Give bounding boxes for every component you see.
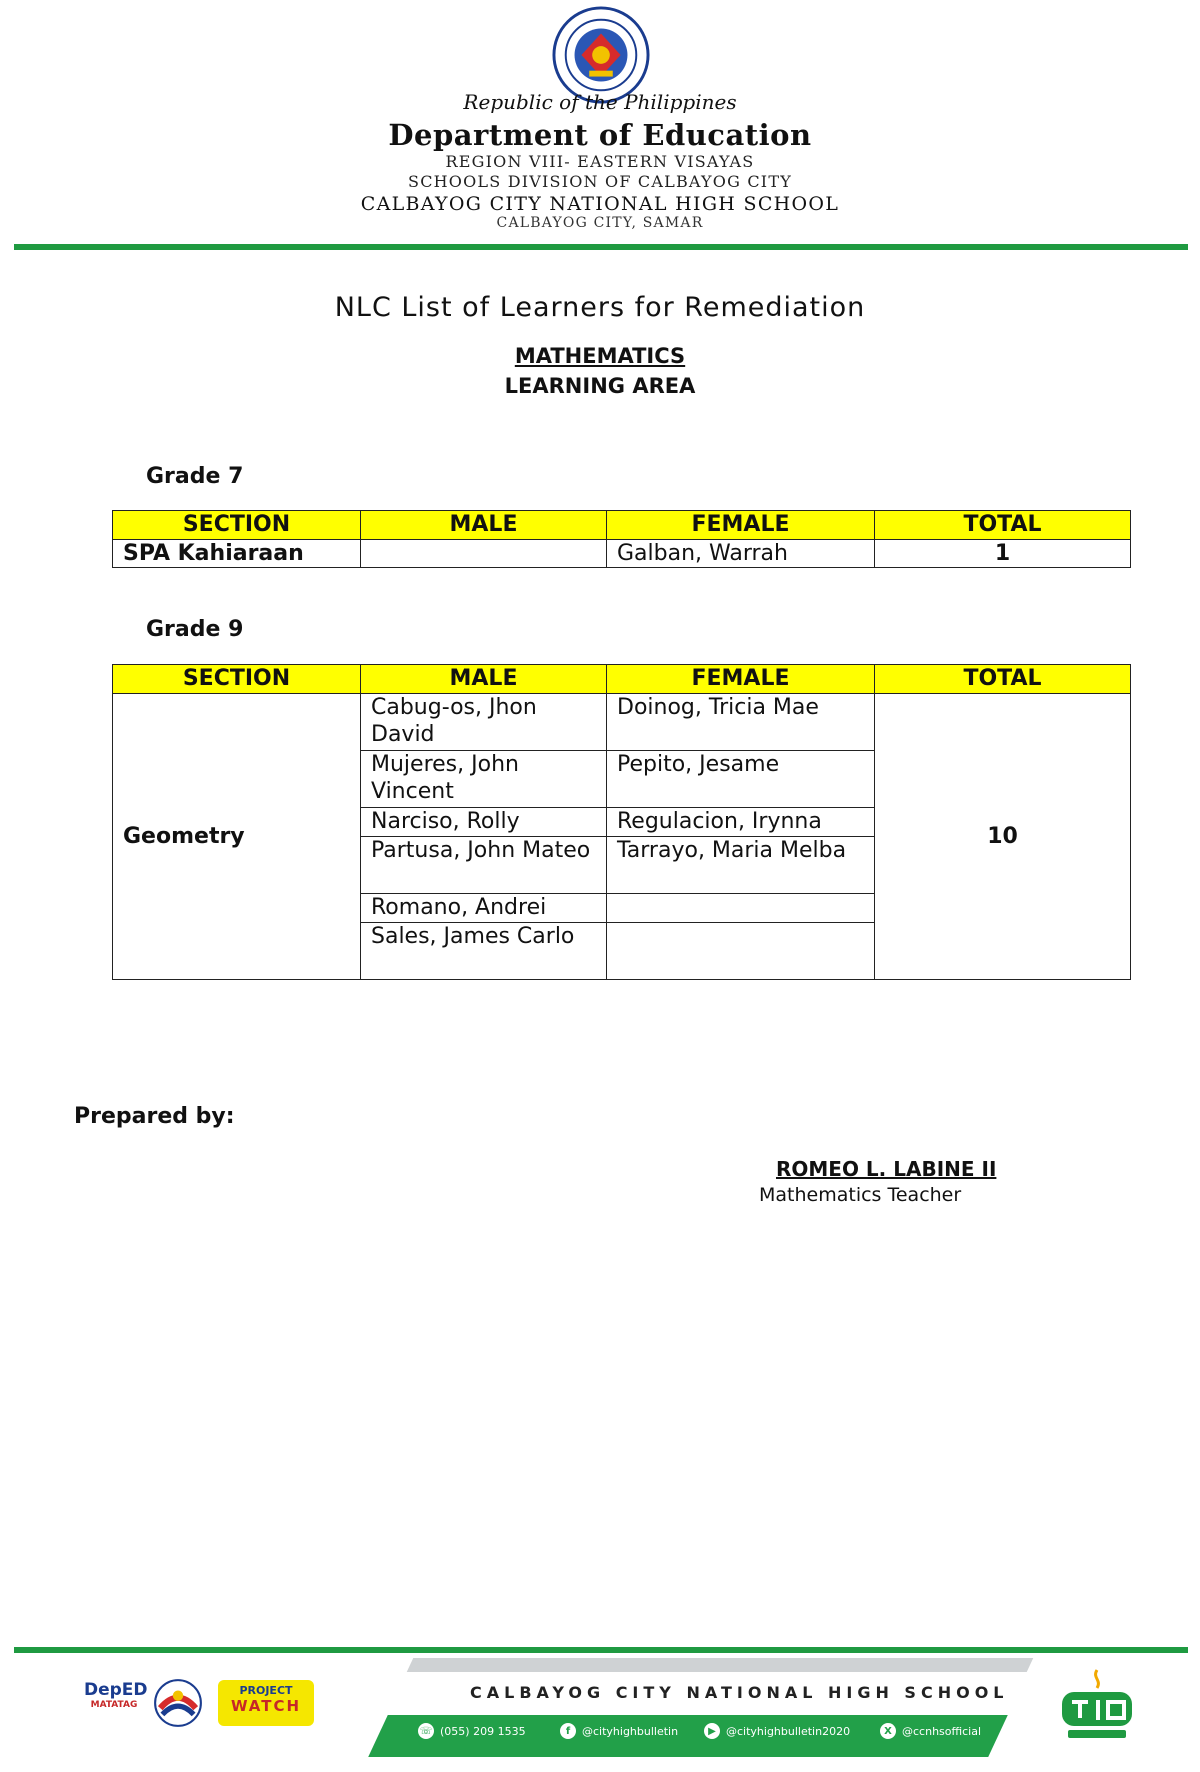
grade9-male-1: Cabug-os, Jhon David — [361, 694, 607, 751]
header-section: SECTION — [113, 511, 361, 540]
youtube-text: @cityhighbulletin2020 — [726, 1724, 851, 1738]
grade9-label: Grade 9 — [146, 617, 244, 642]
grade9-table — [112, 664, 1131, 980]
project-label: PROJECT — [239, 1684, 293, 1697]
footer-x — [880, 1723, 981, 1739]
grade9-female-5 — [607, 894, 875, 923]
prepared-by-label: Prepared by: — [74, 1104, 235, 1129]
footer-school-name: CALBAYOG CITY NATIONAL HIGH SCHOOL — [470, 1683, 1009, 1702]
learning-area-label: LEARNING AREA — [504, 374, 696, 398]
grade7-section: SPA Kahiaraan — [113, 540, 361, 568]
grade9-male-6: Sales, James Carlo — [361, 923, 607, 980]
phone-icon: ☏ — [418, 1723, 434, 1739]
bagong-pilipinas-logo-icon — [152, 1677, 204, 1729]
table-row — [113, 694, 1131, 751]
grade9-female-3: Regulacion, Irynna — [607, 808, 875, 837]
grade7-total: 1 — [875, 540, 1131, 568]
footer-grey-band — [407, 1658, 1034, 1672]
header-female: FEMALE — [607, 511, 875, 540]
header-male: MALE — [361, 665, 607, 694]
grade7-table — [112, 510, 1131, 568]
x-icon: X — [880, 1723, 896, 1739]
table-header-row — [113, 511, 1131, 540]
header-total: TOTAL — [875, 511, 1131, 540]
grade9-female-1: Doinog, Tricia Mae — [607, 694, 875, 751]
grade9-section: Geometry — [113, 694, 361, 980]
header-division: SCHOOLS DIVISION OF CALBAYOG CITY — [408, 172, 792, 191]
grade9-female-2: Pepito, Jesame — [607, 751, 875, 808]
facebook-text: @cityhighbulletin — [582, 1724, 679, 1738]
header-female: FEMALE — [607, 665, 875, 694]
footer-phone — [418, 1723, 526, 1739]
table-header-row — [113, 665, 1131, 694]
youtube-icon: ▶ — [704, 1723, 720, 1739]
header-section: SECTION — [113, 665, 361, 694]
grade9-male-3: Narciso, Rolly — [361, 808, 607, 837]
subject-label: MATHEMATICS — [514, 344, 686, 368]
grade9-male-5: Romano, Andrei — [361, 894, 607, 923]
grade9-total: 10 — [875, 694, 1131, 980]
school-logo-icon — [1054, 1668, 1140, 1746]
project-watch-logo — [218, 1680, 314, 1726]
header-city: CALBAYOG CITY, SAMAR — [496, 215, 704, 231]
deped-logo — [84, 1680, 148, 1710]
header-department: Department of Education — [388, 118, 812, 152]
header-region: REGION VIII- EASTERN VISAYAS — [445, 152, 755, 171]
table-row — [113, 540, 1131, 568]
grade7-female: Galban, Warrah — [607, 540, 875, 568]
matatag-logo-text: MATATAG — [90, 1700, 138, 1710]
grade9-male-2: Mujeres, John Vincent — [361, 751, 607, 808]
grade9-female-6 — [607, 923, 875, 980]
header-divider — [14, 244, 1188, 250]
x-text: @ccnhsofficial — [902, 1724, 982, 1738]
watch-label: WATCH — [230, 1697, 302, 1715]
deped-logo-text: DepED — [84, 1680, 148, 1700]
facebook-icon: f — [560, 1723, 576, 1739]
grade9-male-4: Partusa, John Mateo — [361, 837, 607, 894]
footer-divider — [14, 1647, 1188, 1653]
grade7-male — [361, 540, 607, 568]
phone-text: (055) 209 1535 — [440, 1724, 526, 1738]
document-title: NLC List of Learners for Remediation — [334, 292, 866, 323]
grade7-label: Grade 7 — [146, 464, 244, 489]
header-republic: Republic of the Philippines — [463, 90, 737, 114]
header-total: TOTAL — [875, 665, 1131, 694]
header-male: MALE — [361, 511, 607, 540]
signer-role: Mathematics Teacher — [759, 1184, 962, 1206]
footer-facebook — [560, 1723, 678, 1739]
grade9-female-4: Tarrayo, Maria Melba — [607, 837, 875, 894]
header-school: CALBAYOG CITY NATIONAL HIGH SCHOOL — [360, 193, 840, 215]
signer-name: ROMEO L. LABINE II — [776, 1157, 997, 1181]
footer-youtube — [704, 1723, 850, 1739]
